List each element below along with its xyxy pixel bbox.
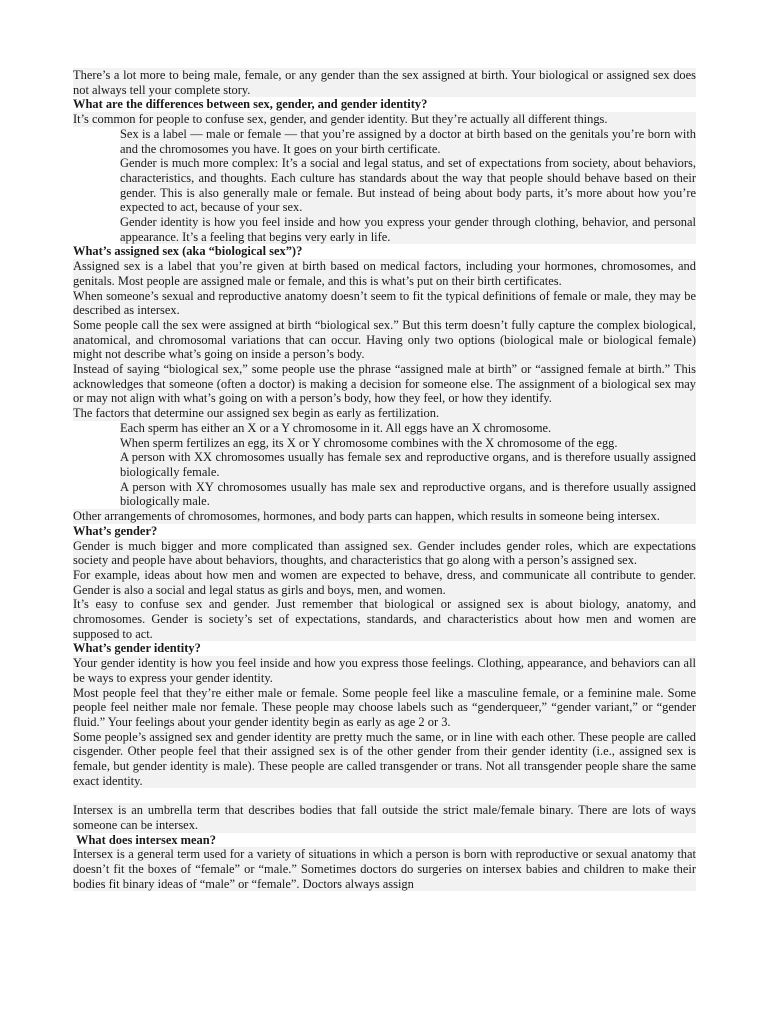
- paragraph: Assigned sex is a label that you’re given at birth based on medical factors, including your hormones, chromosomes, and genitals. Most people are assigned male or female, and this is what’s put on their birth certificates.: [73, 259, 696, 288]
- paragraph: It’s common for people to confuse sex, gender, and gender identity. But they’re actually all different things.: [73, 112, 696, 127]
- indented-paragraph: A person with XY chromosomes usually has male sex and reproductive organs, and is therefore usually assigned biologically male.: [120, 479, 696, 509]
- section-heading: What’s gender?: [73, 523, 158, 538]
- indented-paragraph: Each sperm has either an X or a Y chromosome in it. All eggs have an X chromosome.: [120, 421, 696, 436]
- paragraph: Intersex is an umbrella term that describes bodies that fall outside the strict male/female binary. There are lots of ways someone can be intersex.: [73, 803, 696, 832]
- paragraph: Some people call the sex were assigned at birth “biological sex.” But this term doesn’t fully capture the complex biological, anatomical, and chromosomal variations that can occur. Having only two options (biological male or biological female) might not describe what’s going on inside a person’s body.: [73, 317, 696, 362]
- paragraph: Some people’s assigned sex and gender identity are pretty much the same, or in line with each other. These people are called cisgender. Other people feel that their assigned sex is of the other gender from their gender identity (i.e., assigned sex is female, but gender identity is male). These people are called transgender or trans. Not all transgender people share the same exact identity.: [73, 729, 696, 788]
- indented-paragraph: A person with XX chromosomes usually has female sex and reproductive organs, and is therefore usually assigned biologically female.: [120, 450, 696, 479]
- section-heading: What’s gender identity?: [73, 641, 201, 656]
- section-heading: What’s assigned sex (aka “biological sex”)?: [73, 244, 303, 259]
- indented-paragraph: Gender identity is how you feel inside and how you express your gender through clothing, behavior, and personal appearance. It’s a feeling that begins very early in life.: [120, 215, 696, 244]
- paragraph: Most people feel that they’re either male or female. Some people feel like a masculine female, or a feminine male. Some people feel neither male nor female. These people may choose labels such as “genderqueer,” “gender variant,” or “gender fluid.” Your feelings about your gender identity begin as early as age 2 or 3.: [73, 685, 696, 729]
- indented-paragraph: Gender is much more complex: It’s a social and legal status, and set of expectations from society, about behaviors, characteristics, and thoughts. Each culture has standards about the way that people should behave based on their gender. This is also generally male or female. But instead of being about body parts, it’s more about how you’re expected to act, because of your sex.: [120, 156, 696, 215]
- paragraph: Instead of saying “biological sex,” some people use the phrase “assigned male at birth” or “assigned female at birth.” This acknowledges that someone (often a doctor) is making a decision for someone else. The assignment of a biological sex may or may not align with what’s going on with a person’s body, how they feel, or how they identify.: [73, 362, 696, 406]
- paragraph: Gender is much bigger and more complicated than assigned sex. Gender includes gender roles, which are expectations society and people have about behaviors, thoughts, and characteristics that go along with a person’s assigned sex.: [73, 538, 696, 568]
- indented-paragraph: When sperm fertilizes an egg, its X or Y chromosome combines with the X chromosome of the egg.: [120, 436, 696, 451]
- document-body: [73, 68, 696, 891]
- paragraph: Your gender identity is how you feel inside and how you express those feelings. Clothing, appearance, and behaviors can all be ways to express your gender identity.: [73, 656, 696, 685]
- paragraph: It’s easy to confuse sex and gender. Just remember that biological or assigned sex is about biology, anatomy, and chromosomes. Gender is society’s set of expectations, standards, and characteristics about how men and women are supposed to act.: [73, 597, 696, 641]
- paragraph: The factors that determine our assigned sex begin as early as fertilization.: [73, 406, 696, 421]
- blank-line: [73, 788, 696, 803]
- paragraph: For example, ideas about how men and women are expected to behave, dress, and communicate all contribute to gender. Gender is also a social and legal status as girls and boys, men, and women.: [73, 567, 696, 597]
- paragraph: Intersex is a general term used for a variety of situations in which a person is born with reproductive or sexual anatomy that doesn’t fit the boxes of “female” or “male.” Sometimes doctors do surgeries on intersex babies and children to make their bodies fit binary ideas of “male” or “female”. Doctors always assign: [73, 847, 696, 891]
- section-heading: What are the differences between sex, gender, and gender identity?: [73, 97, 428, 112]
- section-heading: What does intersex mean?: [76, 832, 216, 847]
- paragraph: When someone’s sexual and reproductive anatomy doesn’t seem to fit the typical definitions of female or male, they may be described as intersex.: [73, 288, 696, 318]
- indented-paragraph: Sex is a label — male or female — that you’re assigned by a doctor at birth based on the genitals you’re born with and the chromosomes you have. It goes on your birth certificate.: [120, 126, 696, 156]
- paragraph: There’s a lot more to being male, female, or any gender than the sex assigned at birth. Your biological or assigned sex does not always tell your complete story.: [73, 68, 696, 97]
- paragraph: Other arrangements of chromosomes, hormones, and body parts can happen, which results in someone being intersex.: [73, 509, 696, 524]
